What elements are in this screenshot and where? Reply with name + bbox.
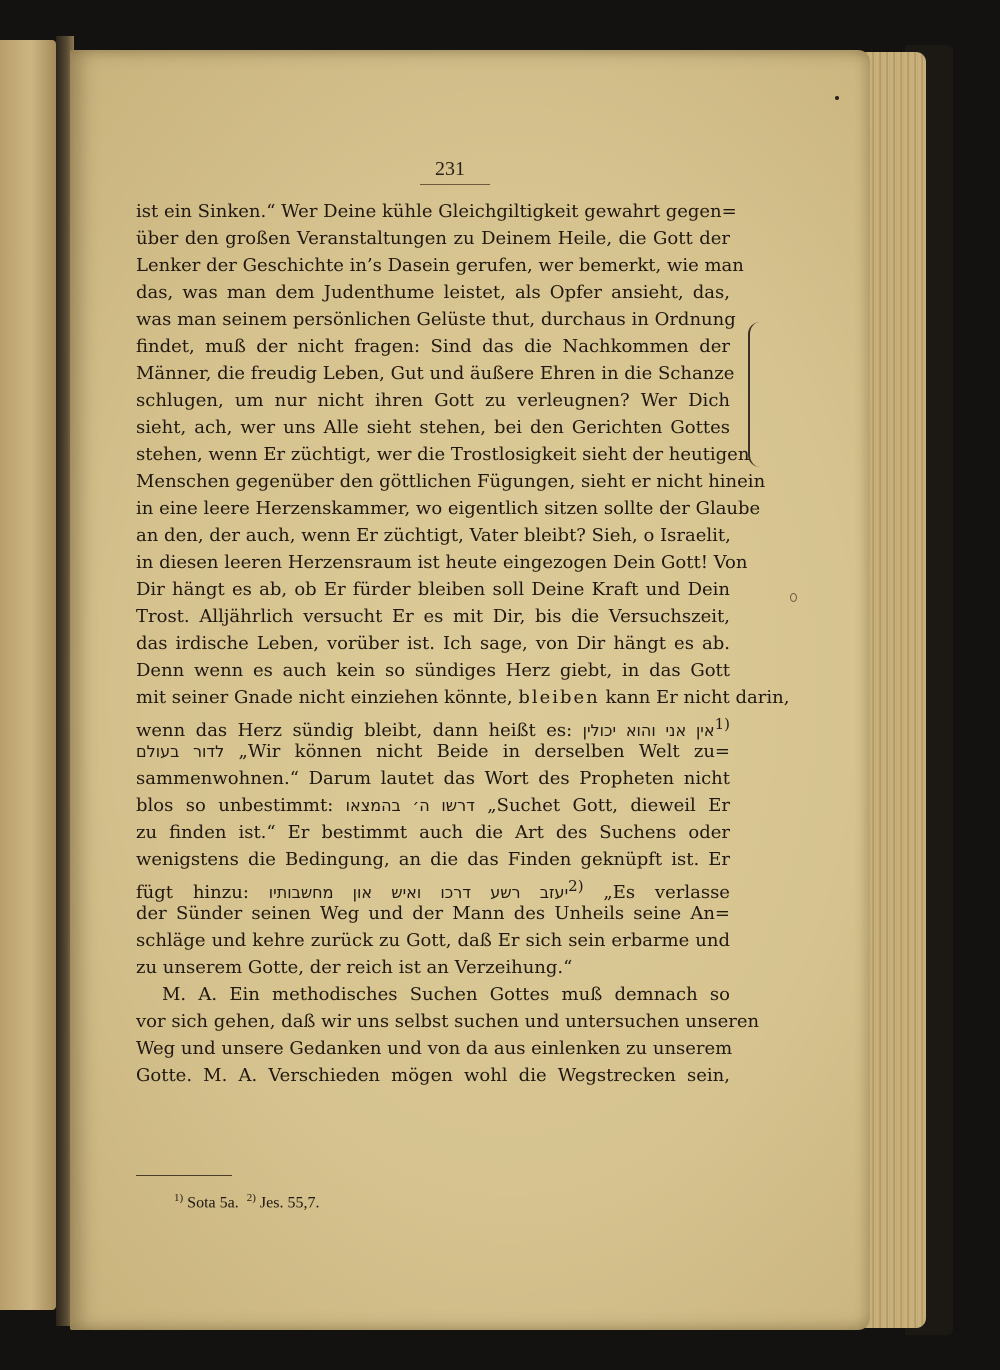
text-line: in eine leere Herzenskammer, wo eigentlich sitzen sollte der Glaube: [136, 498, 761, 519]
text-line: [136, 738, 730, 765]
text-line: ist ein Sinken.“ Wer Deine kühle Gleichgiltigkeit gewahrt gegen=: [136, 201, 737, 222]
text-line: in diesen leeren Herzensraum ist heute eingezogen Dein Gott! Von: [136, 552, 748, 573]
text-line: [136, 684, 790, 711]
text-segment: „Wir können nicht Beide in derselben Welt zu=: [238, 741, 731, 762]
hebrew-quote: דרשו ה׳ בהמצאו: [345, 796, 475, 815]
text-segment: fügt hinzu:: [136, 882, 249, 903]
footnote-ref: 2): [568, 877, 584, 895]
ink-speck: [835, 96, 839, 100]
text-line: der Sünder seinen Weg und der Mann des Unheils seine An=: [136, 903, 730, 924]
text-line: Weg und unsere Gedanken und von da aus einlenken zu unserem: [136, 1038, 733, 1059]
ink-speck: [790, 593, 797, 602]
text-line: findet, muß der nicht fragen: Sind das die Nachkommen der: [136, 336, 730, 357]
text-line: wenigstens die Bedingung, an die das Finden geknüpft ist. Er: [136, 849, 730, 870]
body-text: [136, 198, 790, 1089]
text-line: zu unserem Gotte, der reich ist an Verzeihung.“: [136, 957, 573, 978]
text-line: [136, 873, 730, 903]
footnote-number: 2): [246, 1192, 256, 1204]
text-line: Trost. Alljährlich versucht Er es mit Dir, bis die Versuchszeit,: [136, 606, 730, 627]
book-page: [70, 50, 870, 1330]
text-segment: mit seiner Gnade nicht einziehen könnte,: [136, 687, 513, 708]
text-line: Gotte. M. A. Verschieden mögen wohl die Wegstrecken sein,: [136, 1065, 730, 1086]
text-segment: „Es verlasse: [603, 882, 730, 903]
footnote-text: Jes. 55,7.: [259, 1194, 320, 1212]
text-line: schläge und kehre zurück zu Gott, daß Er sich sein erbarme und: [136, 930, 730, 951]
emphasis-spaced: bleiben: [518, 687, 600, 708]
hebrew-quote: אין אני והוא יכולין: [582, 721, 715, 740]
text-line: schlugen, um nur nicht ihren Gott zu verleugnen? Wer Dich: [136, 390, 730, 411]
text-line: [136, 792, 730, 819]
text-segment: kann Er nicht darin,: [605, 687, 790, 708]
text-line: an den, der auch, wenn Er züchtigt, Vater bleibt? Sieh, o Israelit,: [136, 525, 731, 546]
text-line: das, was man dem Judenthume leistet, als Opfer ansieht, das,: [136, 282, 730, 303]
footnote-text: Sota 5a.: [187, 1194, 239, 1212]
text-line: Denn wenn es auch kein so sündiges Herz giebt, in das Gott: [136, 660, 730, 681]
text-segment: „Suchet Gott, dieweil Er: [487, 795, 730, 816]
footnote-ref: 1): [714, 715, 730, 733]
page-number-rule: [420, 184, 490, 185]
hebrew-quote: יעזב רשע דרכו ואיש און מחשבותיו: [268, 883, 569, 902]
text-line: sammenwohnen.“ Darum lautet das Wort des Propheten nicht: [136, 768, 730, 789]
page-number: 231: [435, 158, 465, 180]
margin-pencil-mark: [748, 322, 762, 467]
text-line: Lenker der Geschichte in’s Dasein gerufen, wer bemerkt, wie man: [136, 255, 744, 276]
text-line: Dir hängt es ab, ob Er fürder bleiben soll Deine Kraft und Dein: [136, 579, 730, 600]
footnotes: [174, 1192, 319, 1212]
left-page-edge: [0, 40, 56, 1310]
text-line: das irdische Leben, vorüber ist. Ich sage, von Dir hängt es ab.: [136, 633, 730, 654]
text-line: stehen, wenn Er züchtigt, wer die Trostlosigkeit sieht der heutigen: [136, 444, 750, 465]
text-line: über den großen Veranstaltungen zu Deinem Heile, die Gott der: [136, 228, 730, 249]
text-line: M. A. Ein methodisches Suchen Gottes muß demnach so: [162, 984, 730, 1005]
text-line: sieht, ach, wer uns Alle sieht stehen, bei den Gerichten Gottes: [136, 417, 730, 438]
text-segment: blos so unbestimmt:: [136, 795, 334, 816]
text-line: [136, 711, 730, 741]
footnote-rule: [136, 1175, 232, 1176]
text-line: vor sich gehen, daß wir uns selbst suchen und untersuchen unseren: [136, 1011, 760, 1032]
text-line: zu finden ist.“ Er bestimmt auch die Art des Suchens oder: [136, 822, 730, 843]
hebrew-quote: לדור בעולם: [136, 742, 225, 761]
footnote-number: 1): [174, 1192, 184, 1204]
text-line: Menschen gegenüber den göttlichen Fügungen, sieht er nicht hinein: [136, 471, 766, 492]
text-line: was man seinem persönlichen Gelüste thut, durchaus in Ordnung: [136, 309, 736, 330]
text-line: Männer, die freudig Leben, Gut und äußere Ehren in die Schanze: [136, 363, 735, 384]
text-segment: wenn das Herz sündig bleibt, dann heißt es:: [136, 720, 573, 741]
